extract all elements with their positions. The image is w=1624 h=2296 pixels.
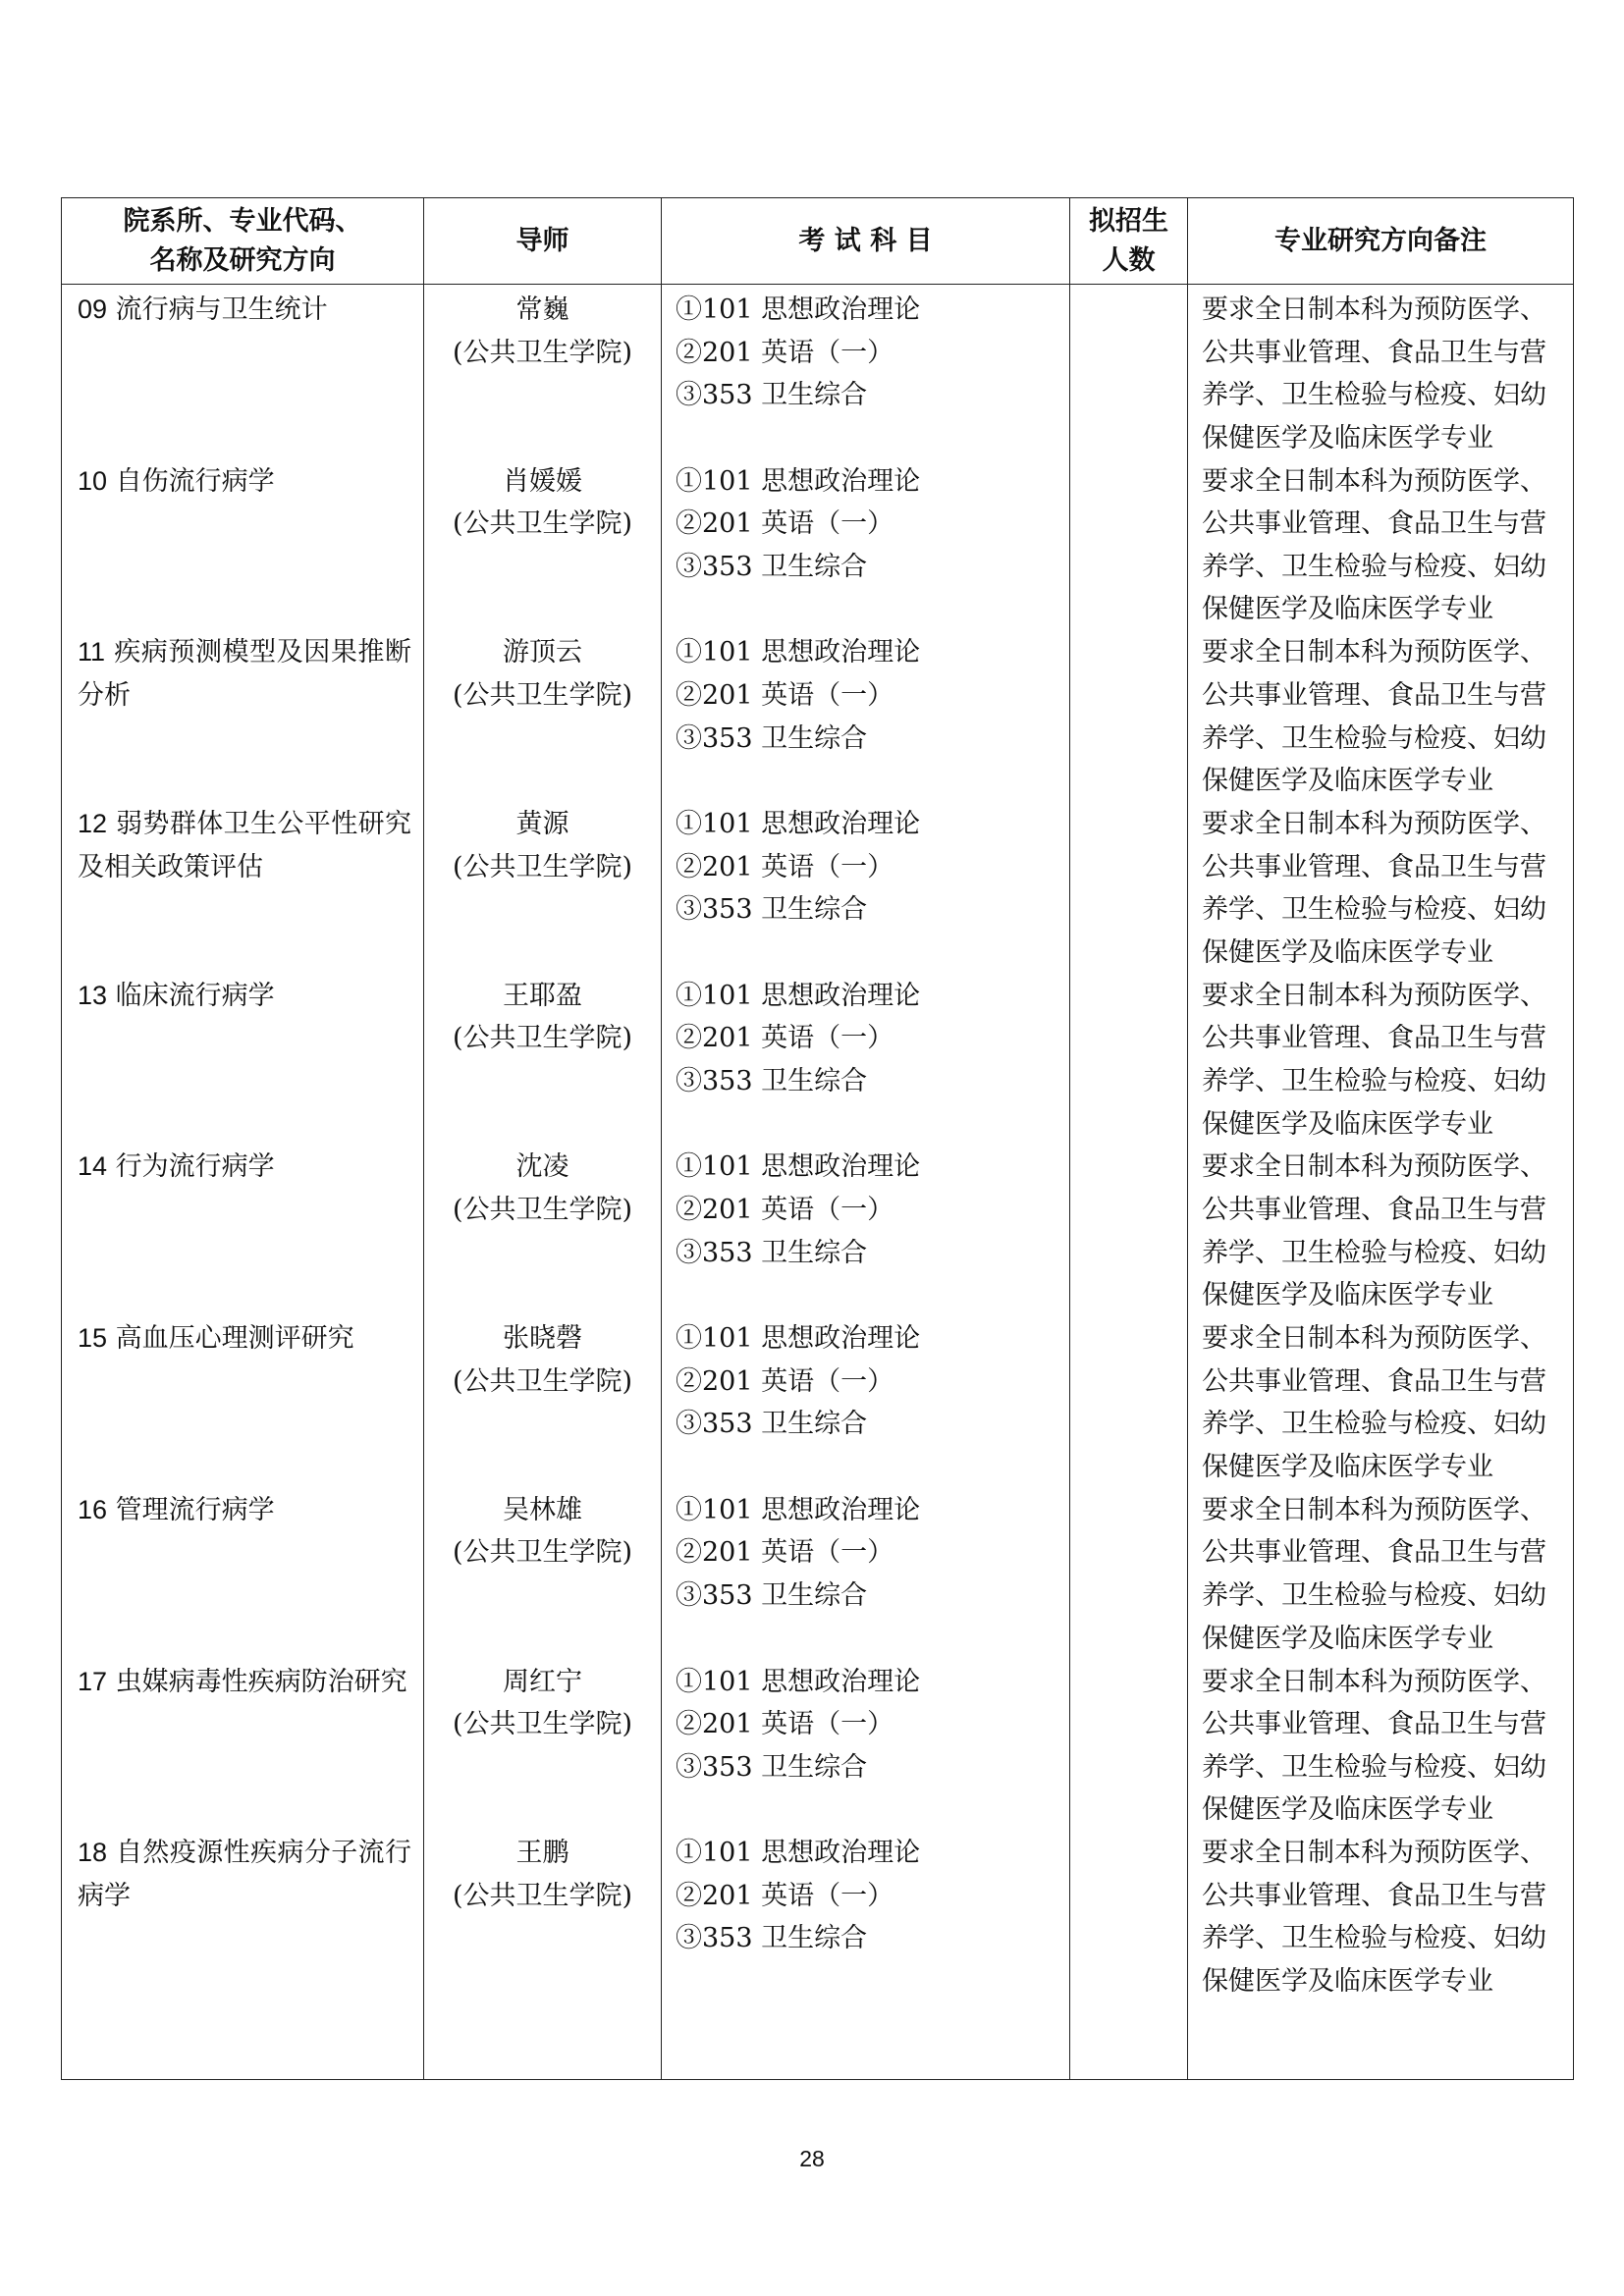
advisor-name: 王鹏	[515, 1838, 569, 1869]
remark-line: 要求全日制本科为预防医学、	[1202, 637, 1546, 668]
advisor-school: (公共卫生学院)	[452, 1880, 633, 1911]
program-direction	[62, 1661, 423, 1833]
exam-subjects	[662, 289, 1069, 460]
exam-subject: ②201 英语（一）	[676, 1537, 894, 1569]
remark-line: 公共事业管理、食品卫生与营	[1202, 508, 1546, 540]
exam-subject: ③353 卫生综合	[676, 894, 868, 926]
advisor-cell	[424, 803, 661, 975]
exam-subject: ③353 卫生综合	[676, 722, 868, 754]
table-header	[62, 198, 1574, 285]
advisor-school: (公共卫生学院)	[452, 1195, 633, 1226]
program-direction	[62, 1832, 423, 2003]
advisor-school: (公共卫生学院)	[452, 1365, 633, 1397]
remark-line: 公共事业管理、食品卫生与营	[1202, 1195, 1546, 1226]
exam-subjects	[662, 1489, 1069, 1661]
exam-subject: ①101 思想政治理论	[676, 294, 921, 325]
program-name: 流行病与卫生统计	[115, 294, 328, 325]
exam-subject: ③353 卫生综合	[676, 1923, 868, 1954]
advisor-school: (公共卫生学院)	[452, 337, 633, 368]
advisor-name: 肖媛媛	[503, 465, 582, 497]
header-remarks: 专业研究方向备注	[1188, 198, 1574, 285]
advisor-cell	[424, 1317, 661, 1489]
remark-line: 公共事业管理、食品卫生与营	[1202, 679, 1546, 711]
quota-cell	[1070, 1489, 1187, 1661]
advisor-school: (公共卫生学院)	[452, 679, 633, 711]
advisor-cell	[424, 460, 661, 632]
exam-subject: ②201 英语（一）	[676, 1195, 894, 1226]
program-code: 15	[78, 1323, 108, 1354]
table-row	[62, 285, 1574, 2080]
program-direction	[62, 631, 423, 803]
program-code: 17	[78, 1666, 108, 1696]
program-direction	[62, 975, 423, 1147]
exam-subject: ③353 卫生综合	[676, 1409, 868, 1440]
column-remarks	[1188, 285, 1574, 2080]
program-code: 16	[78, 1494, 108, 1524]
remarks-cell	[1188, 460, 1573, 632]
advisor-cell	[424, 1146, 661, 1317]
remark-line: 养学、卫生检验与检疫、妇幼	[1202, 894, 1546, 926]
remark-line: 保健医学及临床医学专业	[1202, 936, 1493, 968]
exam-subject: ②201 英语（一）	[676, 1880, 894, 1911]
remark-line: 要求全日制本科为预防医学、	[1202, 294, 1546, 325]
advisor-school: (公共卫生学院)	[452, 508, 633, 540]
remark-line: 保健医学及临床医学专业	[1202, 594, 1493, 625]
exam-subjects	[662, 1832, 1069, 2003]
program-name: 临床流行病学	[115, 980, 275, 1011]
advisor-name: 常巍	[515, 294, 569, 325]
advisor-name: 沈凌	[515, 1151, 569, 1183]
exam-subject: ①101 思想政治理论	[676, 980, 921, 1011]
advisor-school: (公共卫生学院)	[452, 1023, 633, 1054]
header-quota-line-1: 拟招生	[1089, 205, 1168, 237]
remark-line: 保健医学及临床医学专业	[1202, 1451, 1493, 1482]
remarks-cell	[1188, 1489, 1573, 1661]
header-quota	[1070, 198, 1188, 285]
program-code: 12	[78, 809, 108, 839]
advisor-name: 王耶盈	[503, 980, 582, 1011]
remarks-cell	[1188, 975, 1573, 1147]
program-code: 10	[78, 465, 108, 496]
program-code: 11	[78, 637, 106, 667]
program-code: 09	[78, 294, 108, 324]
exam-subject: ①101 思想政治理论	[676, 809, 921, 840]
remark-line: 保健医学及临床医学专业	[1202, 1108, 1493, 1140]
remark-line: 保健医学及临床医学专业	[1202, 1280, 1493, 1311]
program-name: 虫媒病毒性疾病防治研究	[115, 1666, 407, 1697]
program-direction	[62, 289, 423, 460]
exam-subject: ②201 英语（一）	[676, 1023, 894, 1054]
remark-line: 公共事业管理、食品卫生与营	[1202, 851, 1546, 882]
remarks-cell	[1188, 1832, 1573, 2003]
exam-subject: ②201 英语（一）	[676, 1709, 894, 1740]
remark-line: 保健医学及临床医学专业	[1202, 1794, 1493, 1826]
program-name: 行为流行病学	[115, 1151, 275, 1183]
quota-cell	[1070, 975, 1187, 1147]
advisor-cell	[424, 631, 661, 803]
quota-cell	[1070, 1832, 1187, 2003]
program-name: 自伤流行病学	[115, 465, 275, 497]
program-name: 管理流行病学	[115, 1494, 275, 1525]
remark-line: 要求全日制本科为预防医学、	[1202, 1838, 1546, 1869]
remark-line: 养学、卫生检验与检疫、妇幼	[1202, 380, 1546, 411]
exam-subjects	[662, 631, 1069, 803]
program-code: 14	[78, 1151, 108, 1182]
header-direction	[62, 198, 424, 285]
remarks-cell	[1188, 1317, 1573, 1489]
remark-line: 要求全日制本科为预防医学、	[1202, 1323, 1546, 1355]
program-direction	[62, 1146, 423, 1317]
exam-subjects	[662, 460, 1069, 632]
remark-line: 要求全日制本科为预防医学、	[1202, 1494, 1546, 1525]
remark-line: 养学、卫生检验与检疫、妇幼	[1202, 551, 1546, 582]
remark-line: 要求全日制本科为预防医学、	[1202, 809, 1546, 840]
program-code: 18	[78, 1838, 108, 1868]
exam-subject: ②201 英语（一）	[676, 851, 894, 882]
remarks-cell	[1188, 803, 1573, 975]
header-exams: 考 试 科 目	[662, 198, 1070, 285]
column-direction	[62, 285, 424, 2080]
remark-line: 养学、卫生检验与检疫、妇幼	[1202, 1580, 1546, 1611]
quota-cell	[1070, 460, 1187, 632]
exam-subject: ①101 思想政治理论	[676, 637, 921, 668]
advisor-cell	[424, 1489, 661, 1661]
advisor-name: 张晓磬	[503, 1323, 582, 1355]
header-direction-line-2: 名称及研究方向	[149, 244, 336, 276]
remark-line: 公共事业管理、食品卫生与营	[1202, 1709, 1546, 1740]
exam-subject: ③353 卫生综合	[676, 1237, 868, 1268]
remark-line: 要求全日制本科为预防医学、	[1202, 1666, 1546, 1697]
exam-subjects	[662, 1317, 1069, 1489]
remark-line: 要求全日制本科为预防医学、	[1202, 1151, 1546, 1183]
remark-line: 保健医学及临床医学专业	[1202, 1623, 1493, 1654]
exam-subject: ①101 思想政治理论	[676, 1838, 921, 1869]
remark-line: 公共事业管理、食品卫生与营	[1202, 1880, 1546, 1911]
admissions-table	[61, 197, 1574, 2080]
remark-line: 公共事业管理、食品卫生与营	[1202, 1023, 1546, 1054]
exam-subject: ③353 卫生综合	[676, 1751, 868, 1783]
exam-subject: ②201 英语（一）	[676, 337, 894, 368]
remark-line: 要求全日制本科为预防医学、	[1202, 980, 1546, 1011]
advisor-name: 游顶云	[503, 637, 582, 668]
exam-subjects	[662, 975, 1069, 1147]
program-direction	[62, 1489, 423, 1661]
advisor-name: 吴林雄	[503, 1494, 582, 1525]
advisor-cell	[424, 1832, 661, 2003]
advisor-cell	[424, 975, 661, 1147]
exam-subject: ②201 英语（一）	[676, 1365, 894, 1397]
exam-subject: ①101 思想政治理论	[676, 1666, 921, 1697]
quota-cell	[1070, 289, 1187, 460]
column-quota	[1070, 285, 1188, 2080]
program-direction	[62, 803, 423, 975]
quota-cell	[1070, 631, 1187, 803]
exam-subject: ①101 思想政治理论	[676, 1323, 921, 1355]
exam-subject: ①101 思想政治理论	[676, 1494, 921, 1525]
remark-line: 养学、卫生检验与检疫、妇幼	[1202, 1751, 1546, 1783]
program-name: 疾病预测模型及因果推断分析	[78, 637, 411, 711]
exam-subject: ②201 英语（一）	[676, 679, 894, 711]
quota-cell	[1070, 1661, 1187, 1833]
header-direction-line-1: 院系所、专业代码、	[123, 205, 362, 237]
exam-subject: ①101 思想政治理论	[676, 465, 921, 497]
quota-cell	[1070, 1317, 1187, 1489]
exam-subject: ①101 思想政治理论	[676, 1151, 921, 1183]
remark-line: 保健医学及临床医学专业	[1202, 766, 1493, 797]
advisor-cell	[424, 1661, 661, 1833]
remark-line: 公共事业管理、食品卫生与营	[1202, 1365, 1546, 1397]
page-number: 28	[799, 2146, 825, 2171]
remarks-cell	[1188, 289, 1573, 460]
remark-line: 养学、卫生检验与检疫、妇幼	[1202, 1065, 1546, 1096]
column-advisor	[424, 285, 662, 2080]
exam-subjects	[662, 1146, 1069, 1317]
remarks-cell	[1188, 631, 1573, 803]
remark-line: 公共事业管理、食品卫生与营	[1202, 1537, 1546, 1569]
quota-cell	[1070, 1146, 1187, 1317]
program-direction	[62, 460, 423, 632]
header-quota-line-2: 人数	[1102, 244, 1156, 276]
remark-line: 保健医学及临床医学专业	[1202, 422, 1493, 454]
exam-subject: ②201 英语（一）	[676, 508, 894, 540]
advisor-school: (公共卫生学院)	[452, 1709, 633, 1740]
program-name: 弱势群体卫生公平性研究及相关政策评估	[78, 809, 411, 882]
program-direction	[62, 1317, 423, 1489]
exam-subjects	[662, 803, 1069, 975]
advisor-cell	[424, 289, 661, 460]
remarks-cell	[1188, 1146, 1573, 1317]
remarks-cell	[1188, 1661, 1573, 1833]
exam-subject: ③353 卫生综合	[676, 1065, 868, 1096]
exam-subject: ③353 卫生综合	[676, 551, 868, 582]
remark-line: 养学、卫生检验与检疫、妇幼	[1202, 1923, 1546, 1954]
advisor-school: (公共卫生学院)	[452, 851, 633, 882]
advisor-school: (公共卫生学院)	[452, 1537, 633, 1569]
remark-line: 保健医学及临床医学专业	[1202, 1965, 1493, 1997]
remark-line: 要求全日制本科为预防医学、	[1202, 465, 1546, 497]
exam-subjects	[662, 1661, 1069, 1833]
column-exams	[662, 285, 1070, 2080]
exam-subject: ③353 卫生综合	[676, 1580, 868, 1611]
remark-line: 养学、卫生检验与检疫、妇幼	[1202, 1409, 1546, 1440]
remark-line: 养学、卫生检验与检疫、妇幼	[1202, 1237, 1546, 1268]
program-code: 13	[78, 980, 108, 1010]
exam-subject: ③353 卫生综合	[676, 380, 868, 411]
program-name: 高血压心理测评研究	[115, 1323, 354, 1355]
remark-line: 公共事业管理、食品卫生与营	[1202, 337, 1546, 368]
remark-line: 养学、卫生检验与检疫、妇幼	[1202, 722, 1546, 754]
program-name: 自然疫源性疾病分子流行病学	[78, 1838, 411, 1911]
table-body	[62, 285, 1574, 2080]
quota-cell	[1070, 803, 1187, 975]
advisor-name: 黄源	[515, 809, 569, 840]
advisor-name: 周红宁	[503, 1666, 582, 1697]
header-advisor: 导师	[424, 198, 662, 285]
